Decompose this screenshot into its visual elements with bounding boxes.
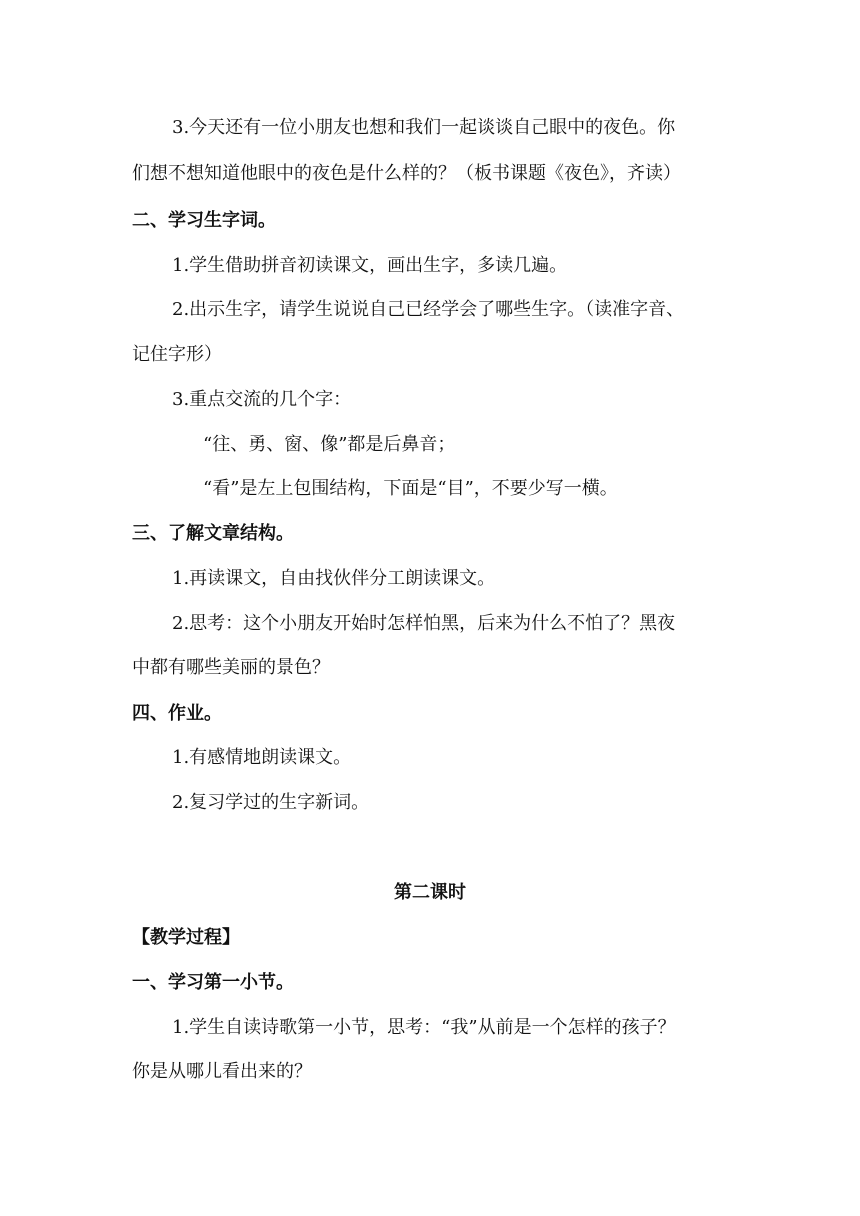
paragraph-line: 2.出示生字，请学生说说自己已经学会了哪些生字。（读准字音、 (172, 299, 685, 320)
paragraph-line: 1.再读课文，自由找伙伴分工朗读课文。 (172, 568, 496, 589)
section-heading: 三、了解文章结构。 (132, 523, 294, 544)
paragraph-line: 1.有感情地朗读课文。 (172, 747, 352, 768)
paragraph-line: 们想不想知道他眼中的夜色是什么样的？（板书课题《夜色》，齐读） (132, 163, 681, 184)
paragraph-line: 你是从哪儿看出来的？ (132, 1061, 312, 1082)
section-heading: 四、作业。 (132, 703, 222, 724)
paragraph-line: 3.重点交流的几个字： (172, 389, 352, 410)
paragraph-line: “看”是左上包围结构，下面是“目”，不要少写一横。 (203, 478, 618, 499)
paragraph-line: 3.今天还有一位小朋友也想和我们一起谈谈自己眼中的夜色。你 (172, 117, 676, 138)
section-heading: 一、学习第一小节。 (132, 972, 294, 993)
paragraph-line: 1.学生自读诗歌第一小节，思考：“我”从前是一个怎样的孩子？ (172, 1017, 676, 1038)
paragraph-line: 2.思考：这个小朋友开始时怎样怕黑，后来为什么不怕了？黑夜 (172, 613, 676, 634)
paragraph-line: 2.复习学过的生字新词。 (172, 792, 370, 813)
paragraph-line: 1.学生借助拼音初读课文，画出生字，多读几遍。 (172, 255, 568, 276)
lesson-title: 第二课时 (394, 882, 466, 903)
section-heading: 【教学过程】 (132, 927, 240, 948)
section-heading: 二、学习生字词。 (132, 210, 276, 231)
paragraph-line: 记住字形） (132, 344, 222, 365)
paragraph-line: “往、勇、窗、像”都是后鼻音； (203, 434, 456, 455)
paragraph-line: 中都有哪些美丽的景色？ (132, 657, 330, 678)
